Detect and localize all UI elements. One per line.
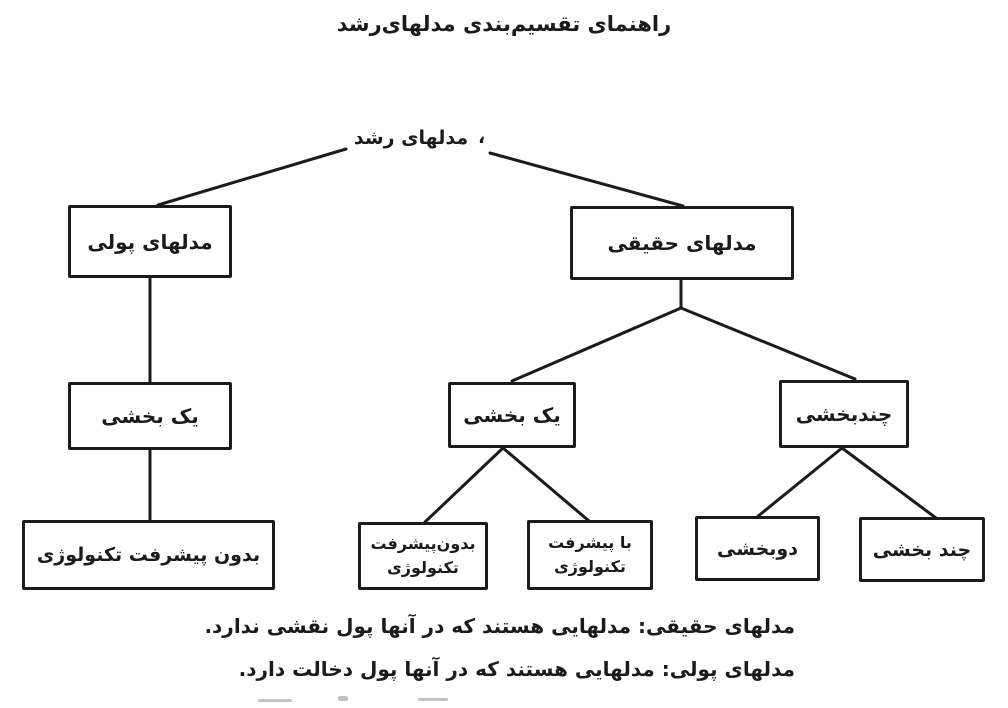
node-multi-sector [779,380,909,448]
node-label: بدون پیشرفت تکنولوژی [36,544,261,566]
node-without-tech-progress-real [358,522,488,590]
root-node-comma-mark: ، [478,126,486,148]
node-label-line1: با پیشرفت [548,533,632,552]
scan-artifact [338,696,348,701]
node-label-line1: بدون‌پیشرفت [370,534,476,553]
connector-one-sector-to-with-tech [503,448,589,521]
node-two-sector [695,516,820,581]
node-label-line2: تکنولوژی [554,557,626,576]
note-monetary-models: مدلهای پولی: مدلهایی هستند که در آنها پول دخالت دارد. [238,657,795,681]
node-real-models [570,206,794,280]
root-node-growth-models: مدلهای رشد [353,127,469,149]
connector-one-sector-to-no-tech-mid [425,448,503,522]
node-label: مدلهای پولی [87,229,213,254]
node-one-sector-real [448,382,576,448]
connector-root-to-real [490,153,683,206]
note-real-models: مدلهای حقیقی: مدلهایی هستند که در آنها پول نقشی ندارد. [204,614,795,638]
footnotes [204,606,795,692]
scan-artifact [258,699,292,702]
node-monetary-models [68,205,232,278]
node-label: چندبخشی [795,402,893,426]
node-label: یک بخشی [463,403,561,427]
connector-root-to-monetary [158,149,346,205]
node-with-tech-progress [527,520,653,590]
node-label: مدلهای حقیقی [607,231,757,255]
node-label: دوبخشی [717,537,798,560]
node-label: چند بخشی [872,538,972,561]
node-multi-sector-leaf [859,517,985,582]
node-label: یک بخشی [101,404,199,428]
scan-artifact [418,698,448,701]
node-one-sector-monetary [68,382,232,450]
node-label-line2: تکنولوژی [387,558,459,577]
connector-multi-to-multi-leaf [842,448,936,518]
node-without-tech-progress-monetary [22,520,275,590]
connector-multi-to-two-sector [757,448,842,517]
connector-real-to-multi-sector [681,308,855,379]
page-title: راهنمای تقسیم‌بندی مدلهای‌رشد [336,12,672,36]
connector-real-to-one-sector [512,308,681,381]
